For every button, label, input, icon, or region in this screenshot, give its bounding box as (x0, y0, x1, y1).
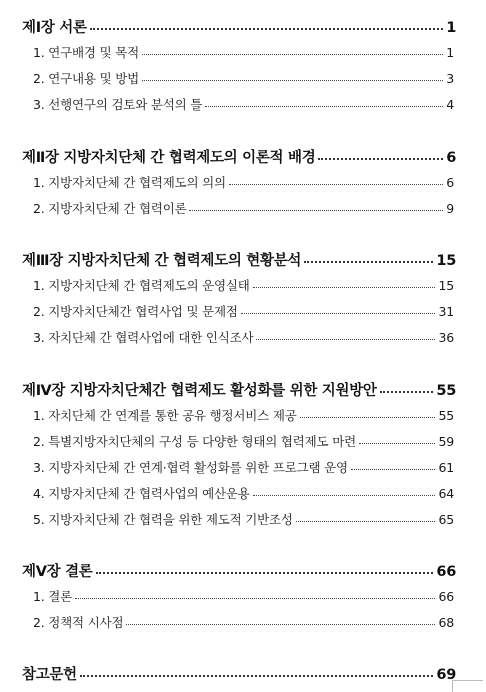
toc-section-entry[interactable] (33, 510, 454, 528)
toc-page-number: 66 (438, 589, 454, 604)
toc-entry-title: 1. 결론 (33, 589, 73, 604)
toc-dot-leader (80, 674, 434, 677)
toc-entry-title: 1. 자치단체 간 연계를 통한 공유 행정서비스 제공 (33, 408, 297, 423)
toc-page-number: 68 (438, 615, 454, 630)
toc-section-entry[interactable] (33, 43, 454, 61)
toc-section-entry[interactable] (33, 302, 454, 320)
page-corner-mark (452, 680, 483, 692)
toc-entry-title: 3. 선행연구의 검토와 분석의 틀 (33, 97, 203, 112)
toc-chapter-entry[interactable] (22, 560, 456, 581)
toc-dot-leader (205, 105, 443, 107)
toc-dot-leader (359, 442, 436, 444)
toc-page-number: 64 (438, 486, 454, 501)
toc-entry-title: 3. 지방자치단체 간 연계·협력 활성화를 위한 프로그램 운영 (33, 460, 348, 475)
toc-dot-leader (96, 571, 434, 574)
toc-page-number: 6 (446, 150, 456, 166)
toc-dot-leader (189, 209, 443, 211)
toc-page-number: 9 (446, 201, 454, 216)
toc-entry-title: 1. 연구배경 및 목적 (33, 45, 139, 60)
toc-dot-leader (126, 623, 435, 625)
toc-chapter-entry[interactable] (22, 16, 456, 37)
toc-dot-leader (90, 27, 444, 30)
toc-dot-leader (351, 468, 436, 470)
toc-dot-leader (253, 494, 436, 496)
toc-page-number: 36 (438, 330, 454, 345)
toc-entry-title: 제Ⅰ장 서론 (22, 20, 87, 36)
toc-entry-title: 1. 지방자치단체 간 협력제도의 운영실태 (33, 278, 250, 293)
toc-dot-leader (253, 286, 436, 288)
toc-entry-title: 2. 특별지방자치단체의 구성 등 다양한 형태의 협력제도 마련 (33, 434, 356, 449)
toc-entry-title: 제Ⅴ장 결론 (22, 564, 93, 580)
toc-section-entry[interactable] (33, 95, 454, 113)
toc-page-number: 69 (436, 667, 456, 683)
toc-entry-title: 3. 자치단체 간 협력사업에 대한 인식조사 (33, 330, 254, 345)
toc-chapter-entry[interactable] (22, 249, 456, 270)
toc-chapter-entry[interactable] (22, 663, 456, 684)
toc-page-number: 15 (438, 278, 454, 293)
toc-entry-title: 참고문헌 (22, 667, 77, 683)
toc-section-entry[interactable] (33, 328, 454, 346)
toc-section-entry[interactable] (33, 276, 454, 294)
toc-page-number: 4 (446, 97, 454, 112)
toc-section-entry[interactable] (33, 587, 454, 605)
toc-section-entry[interactable] (33, 484, 454, 502)
toc-entry-title: 제Ⅲ장 지방자치단체 간 협력제도의 현황분석 (22, 253, 302, 269)
toc-page-number: 31 (438, 304, 454, 319)
toc-page-number: 65 (438, 512, 454, 527)
toc-entry-title: 2. 정책적 시사점 (33, 615, 124, 630)
toc-entry-title: 5. 지방자치단체 간 협력을 위한 제도적 기반조성 (33, 512, 293, 527)
toc-entry-title: 제Ⅱ장 지방자치단체 간 협력제도의 이론적 배경 (22, 150, 316, 166)
toc-chapter-entry[interactable] (22, 379, 456, 400)
toc-section-entry[interactable] (33, 613, 454, 631)
toc-entry-title: 2. 연구내용 및 방법 (33, 71, 139, 86)
toc-page-number: 1 (446, 45, 454, 60)
toc-page-number: 55 (438, 408, 454, 423)
toc-section-entry[interactable] (33, 432, 454, 450)
toc-entry-title: 1. 지방자치단체 간 협력제도의 의의 (33, 175, 226, 190)
toc-page-number: 1 (446, 20, 456, 36)
toc-dot-leader (300, 416, 436, 418)
toc-dot-leader (380, 390, 434, 393)
toc-dot-leader (318, 157, 443, 160)
toc-section-entry[interactable] (33, 406, 454, 424)
toc-dot-leader (229, 183, 443, 185)
toc-dot-leader (296, 520, 436, 522)
toc-page-number: 15 (436, 253, 456, 269)
toc-dot-leader (241, 312, 436, 314)
toc-entry-title: 제Ⅳ장 지방자치단체간 협력제도 활성화를 위한 지원방안 (22, 383, 377, 399)
toc-section-entry[interactable] (33, 69, 454, 87)
toc-chapter-entry[interactable] (22, 146, 456, 167)
toc-page-number: 66 (436, 564, 456, 580)
toc-dot-leader (75, 597, 435, 599)
toc-section-entry[interactable] (33, 199, 454, 217)
toc-entry-title: 2. 지방자치단체 간 협력이론 (33, 201, 187, 216)
toc-page-number: 55 (436, 383, 456, 399)
toc-page-number: 59 (438, 434, 454, 449)
toc-page-number: 6 (446, 175, 454, 190)
toc-dot-leader (142, 79, 443, 81)
toc-dot-leader (142, 53, 443, 55)
toc-dot-leader (304, 260, 433, 263)
toc-entry-title: 2. 지방자치단체간 협력사업 및 문제점 (33, 304, 238, 319)
toc-page-number: 61 (438, 460, 454, 475)
toc-entry-title: 4. 지방자치단체 간 협력사업의 예산운용 (33, 486, 250, 501)
toc-dot-leader (256, 338, 435, 340)
toc-page-number: 3 (446, 71, 454, 86)
toc-section-entry[interactable] (33, 458, 454, 476)
toc-section-entry[interactable] (33, 173, 454, 191)
